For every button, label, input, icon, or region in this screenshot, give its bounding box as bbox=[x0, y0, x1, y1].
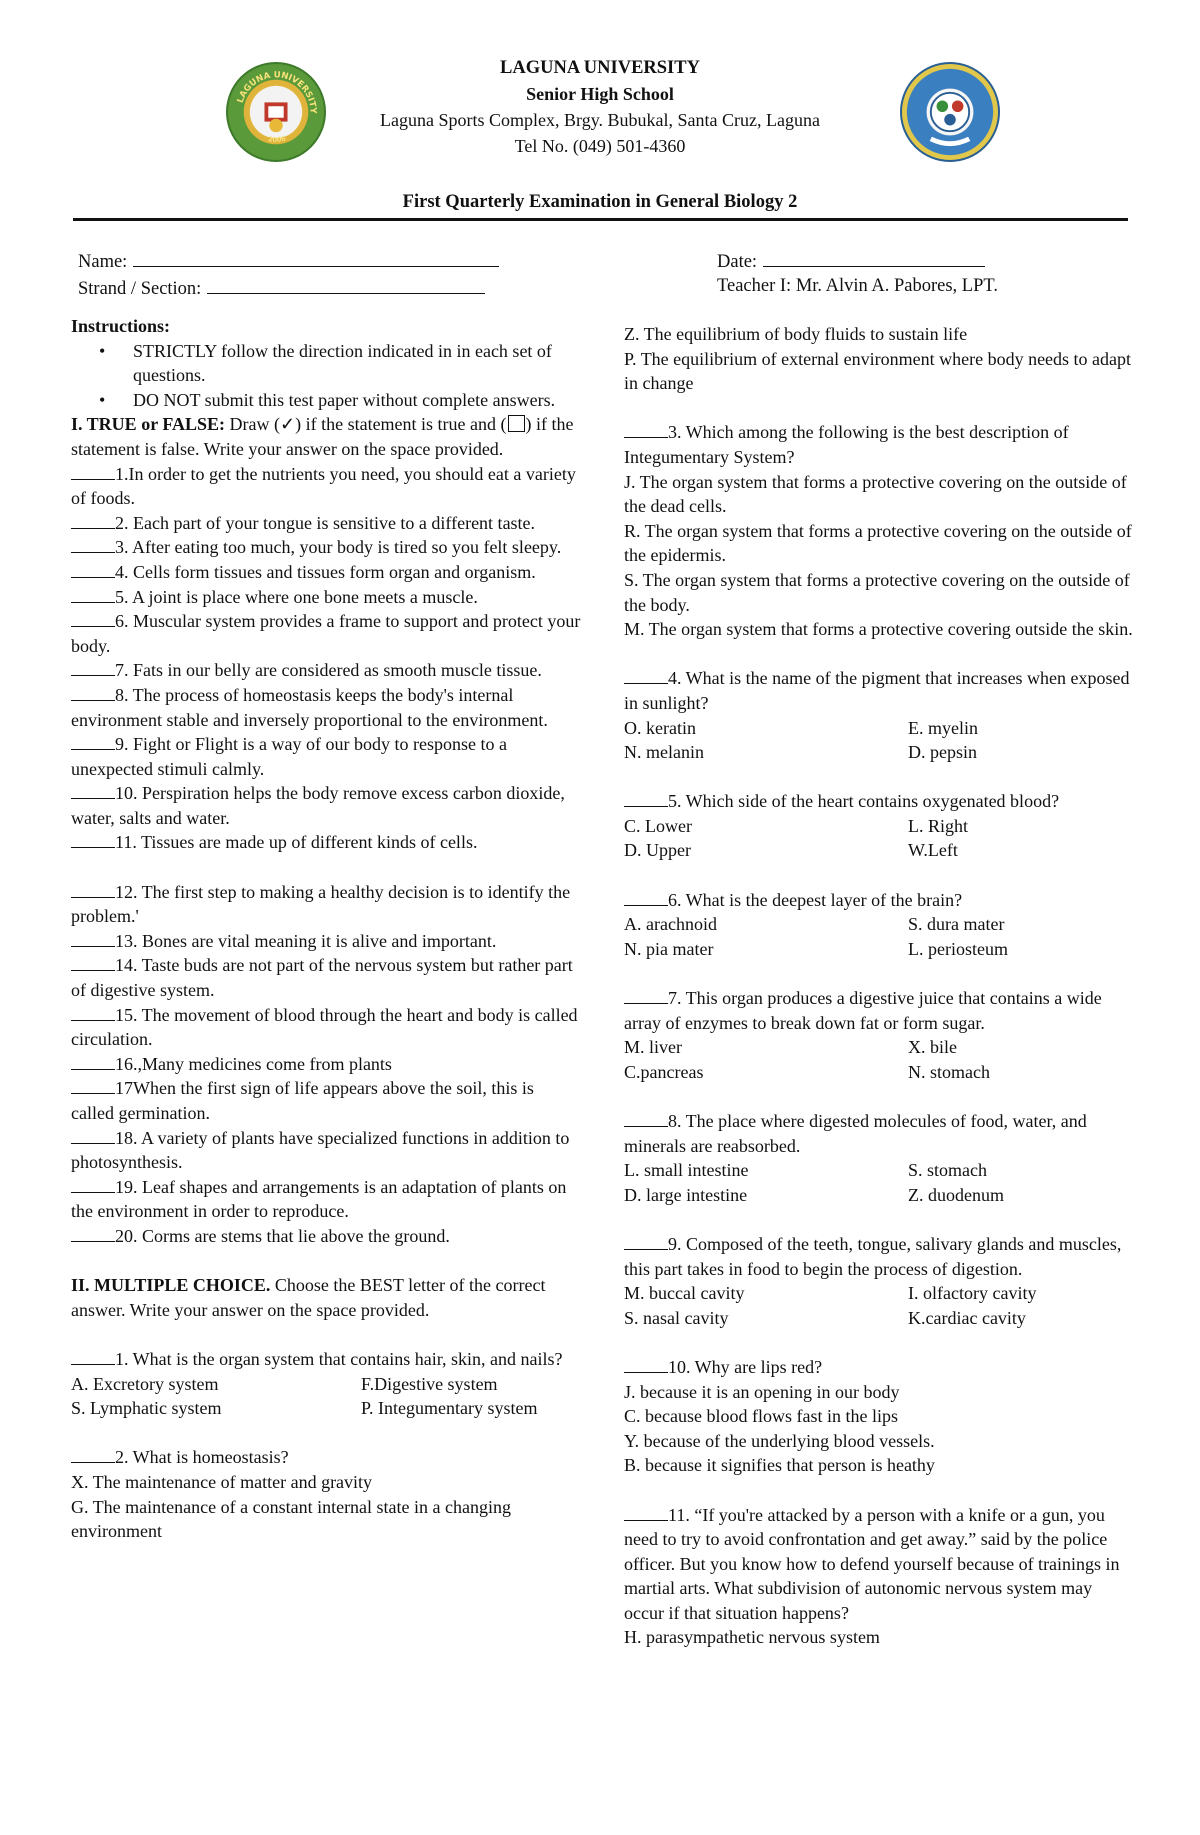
answer-blank[interactable] bbox=[71, 587, 115, 603]
tf-item: 16.,Many medicines come from plants bbox=[71, 1052, 581, 1077]
mc-option: N. melanin bbox=[624, 742, 704, 763]
date-field[interactable] bbox=[717, 249, 985, 273]
mc-option: L. periosteum bbox=[908, 938, 1008, 959]
part2-title: II. MULTIPLE CHOICE. bbox=[71, 1275, 271, 1296]
tf-item: 7. Fats in our belly are considered as smooth muscle tissue. bbox=[71, 658, 581, 683]
school-telephone: Tel No. (049) 501-4360 bbox=[514, 136, 686, 156]
mc-option: Z. duodenum bbox=[908, 1184, 1004, 1205]
tf-item: 11. Tissues are made up of different kinds of cells. bbox=[71, 830, 581, 855]
mc-options bbox=[71, 1372, 581, 1421]
tf-item: 12. The first step to making a healthy decision is to identify the problem.' bbox=[71, 881, 571, 927]
tf-item: 13. Bones are vital meaning it is alive and important. bbox=[71, 929, 581, 954]
mc-options bbox=[624, 814, 1134, 863]
mc-option: S. Lymphatic system bbox=[71, 1398, 222, 1419]
mc-option: M. The organ system that forms a protective covering outside the skin. bbox=[624, 619, 1133, 640]
answer-blank[interactable] bbox=[71, 832, 115, 848]
answer-blank[interactable] bbox=[71, 1447, 115, 1463]
mc-option: N. stomach bbox=[908, 1061, 990, 1082]
part1-direction: I. TRUE or FALSE: Draw (✓) if the statement is true and ( ) if the statement is false. Write your answer on the space provided. bbox=[71, 414, 574, 459]
answer-blank[interactable] bbox=[624, 1234, 668, 1250]
svg-text:2006: 2006 bbox=[267, 134, 287, 145]
section-field[interactable] bbox=[78, 276, 485, 300]
mc-option: N. pia mater bbox=[624, 938, 714, 959]
answer-blank[interactable] bbox=[624, 1357, 668, 1373]
mc-question: 8. The place where digested molecules of food, water, and minerals are reabsorbed. bbox=[624, 1111, 1087, 1156]
mc-option: L. small intestine bbox=[624, 1160, 749, 1181]
mc-option: J. The organ system that forms a protective covering on the outside of the dead cells. bbox=[624, 471, 1127, 517]
tf-item: 18. A variety of plants have specialized functions in addition to photosynthesis. bbox=[71, 1127, 570, 1173]
part2-direction: II. MULTIPLE CHOICE. Choose the BEST letter of the correct answer. Write your answer on the space provided. bbox=[71, 1275, 546, 1320]
mc-option: K.cardiac cavity bbox=[908, 1307, 1026, 1328]
answer-blank[interactable] bbox=[624, 1111, 668, 1127]
tf-item: 9. Fight or Flight is a way of our body to response to a unexpected stimuli calmly. bbox=[71, 734, 507, 779]
name-line[interactable] bbox=[133, 249, 499, 267]
tf-item: 20. Corms are stems that lie above the ground. bbox=[71, 1224, 581, 1249]
mc-question: 3. Which among the following is the best description of Integumentary System? bbox=[624, 422, 1069, 467]
instructions-list bbox=[71, 339, 581, 413]
mc-option: H. parasympathetic nervous system bbox=[624, 1627, 880, 1648]
mc-option: P. Integumentary system bbox=[361, 1398, 538, 1419]
mc-option: D. Upper bbox=[624, 840, 691, 861]
answer-blank[interactable] bbox=[71, 562, 115, 578]
name-label: Name: bbox=[78, 252, 128, 272]
mc-question: 1. What is the organ system that contains hair, skin, and nails? bbox=[71, 1347, 581, 1372]
mc-option: S. dura mater bbox=[908, 914, 1005, 935]
mc-question: 9. Composed of the teeth, tongue, salivary glands and muscles, this part takes in food to begin the process of digestion. bbox=[624, 1233, 1122, 1279]
tf-item: 1.In order to get the nutrients you need, you should eat a variety of foods. bbox=[71, 463, 576, 509]
answer-blank[interactable] bbox=[71, 464, 115, 480]
answer-blank[interactable] bbox=[624, 988, 668, 1004]
tf-item: 6. Muscular system provides a frame to support and protect your body. bbox=[71, 611, 581, 656]
mc-option: D. pepsin bbox=[908, 742, 977, 763]
instruction-item: • STRICTLY follow the direction indicated in in each set of questions. bbox=[133, 339, 581, 388]
name-field[interactable] bbox=[78, 249, 499, 273]
tf-item: 3. After eating too much, your body is tired so you felt sleepy. bbox=[71, 535, 581, 560]
mc-question: 7. This organ produces a digestive juice that contains a wide array of enzymes to break down fat or form sugar. bbox=[624, 988, 1102, 1033]
instruction-item: • DO NOT submit this test paper without complete answers. bbox=[133, 388, 581, 413]
answer-blank[interactable] bbox=[71, 537, 115, 553]
date-label: Date: bbox=[717, 252, 758, 272]
answer-blank[interactable] bbox=[71, 955, 115, 971]
answer-blank[interactable] bbox=[71, 1177, 115, 1193]
mc-options bbox=[624, 1281, 1134, 1330]
answer-blank[interactable] bbox=[624, 668, 668, 684]
mc-option: Z. The equilibrium of body fluids to sustain life bbox=[624, 324, 968, 344]
mc-option: X. The maintenance of matter and gravity bbox=[71, 1471, 373, 1492]
mc-option: C.pancreas bbox=[624, 1061, 704, 1082]
mc-options bbox=[624, 912, 1134, 961]
mc-option: C. Lower bbox=[624, 815, 692, 836]
teacher-name: Teacher I: Mr. Alvin A. Pabores, LPT. bbox=[717, 276, 998, 296]
mc-option: E. myelin bbox=[908, 717, 978, 738]
mc-option: S. The organ system that forms a protective covering on the outside of the body. bbox=[624, 569, 1130, 615]
tf-item: 10. Perspiration helps the body remove excess carbon dioxide, water, salts and water. bbox=[71, 783, 565, 828]
mc-option: I. olfactory cavity bbox=[908, 1283, 1037, 1304]
date-line[interactable] bbox=[763, 249, 985, 267]
mc-option: X. bile bbox=[908, 1037, 957, 1058]
tf-item: 4. Cells form tissues and tissues form organ and organism. bbox=[71, 560, 581, 585]
mc-option: A. arachnoid bbox=[624, 914, 717, 935]
header-divider bbox=[73, 218, 1128, 221]
mc-option: J. because it is an opening in our body bbox=[624, 1381, 900, 1402]
answer-blank[interactable] bbox=[71, 1078, 115, 1094]
answer-blank[interactable] bbox=[71, 1128, 115, 1144]
mc-option: O. keratin bbox=[624, 717, 696, 738]
answer-blank[interactable] bbox=[71, 685, 115, 701]
mc-option: B. because it signifies that person is heathy bbox=[624, 1455, 935, 1476]
tf-item: 17When the first sign of life appears above the soil, this is called germination. bbox=[71, 1078, 534, 1123]
box-symbol-icon bbox=[508, 415, 525, 432]
mc-option: S. stomach bbox=[908, 1160, 987, 1181]
answer-blank[interactable] bbox=[71, 611, 115, 627]
mc-option: Y. because of the underlying blood vessels. bbox=[624, 1430, 935, 1451]
tf-item: 19. Leaf shapes and arrangements is an adaptation of plants on the environment in order to reproduce. bbox=[71, 1176, 567, 1222]
answer-blank[interactable] bbox=[71, 1226, 115, 1242]
answer-blank[interactable] bbox=[624, 1505, 668, 1521]
mc-option: S. nasal cavity bbox=[624, 1307, 729, 1328]
part1-title: I. TRUE or FALSE: bbox=[71, 414, 226, 435]
mc-option: L. Right bbox=[908, 815, 969, 836]
mc-option: F.Digestive system bbox=[361, 1373, 498, 1394]
exam-title: First Quarterly Examination in General Biology 2 bbox=[402, 192, 798, 212]
school-name: Senior High School bbox=[526, 84, 674, 104]
mc-option: G. The maintenance of a constant internal state in a changing environment bbox=[71, 1496, 512, 1542]
tf-item: 15. The movement of blood through the heart and body is called circulation. bbox=[71, 1004, 578, 1050]
mc-option: R. The organ system that forms a protective covering on the outside of the epidermis. bbox=[624, 520, 1132, 566]
right-column bbox=[624, 322, 1134, 1650]
instructions-heading: Instructions: bbox=[71, 316, 171, 336]
mc-question: 5. Which side of the heart contains oxygenated blood? bbox=[624, 789, 1134, 814]
answer-blank[interactable] bbox=[71, 1054, 115, 1070]
school-address: Laguna Sports Complex, Brgy. Bubukal, Santa Cruz, Laguna bbox=[380, 110, 820, 130]
section-line[interactable] bbox=[207, 276, 485, 294]
mc-option: P. The equilibrium of external environment where body needs to adapt in change bbox=[624, 348, 1132, 394]
mc-option: C. because blood flows fast in the lips bbox=[624, 1406, 898, 1427]
university-name: LAGUNA UNIVERSITY bbox=[500, 58, 700, 78]
mc-options bbox=[624, 716, 1134, 765]
mc-options bbox=[624, 1158, 1134, 1207]
mc-option: W.Left bbox=[908, 840, 958, 861]
tf-item: 2. Each part of your tongue is sensitive to a different taste. bbox=[71, 511, 581, 536]
answer-blank[interactable] bbox=[71, 734, 115, 750]
answer-blank[interactable] bbox=[71, 931, 115, 947]
section-label: Strand / Section: bbox=[78, 279, 202, 299]
mc-option: D. large intestine bbox=[624, 1184, 748, 1205]
answer-blank[interactable] bbox=[624, 422, 668, 438]
mc-question: 10. Why are lips red? bbox=[624, 1355, 1134, 1380]
answer-blank[interactable] bbox=[71, 1349, 115, 1365]
mc-option: A. Excretory system bbox=[71, 1373, 219, 1394]
answer-blank[interactable] bbox=[71, 513, 115, 529]
answer-blank[interactable] bbox=[71, 783, 115, 799]
answer-blank[interactable] bbox=[624, 791, 668, 807]
answer-blank[interactable] bbox=[624, 890, 668, 906]
left-column bbox=[71, 314, 581, 1544]
tf-item: 14. Taste buds are not part of the nervous system but rather part of digestive system. bbox=[71, 955, 573, 1001]
mc-option: M. liver bbox=[624, 1037, 682, 1058]
svg-text:LAGUNA UNIVERSITY: LAGUNA UNIVERSITY bbox=[235, 70, 318, 114]
mc-options bbox=[624, 1035, 1134, 1084]
answer-blank[interactable] bbox=[71, 882, 115, 898]
tf-item: 8. The process of homeostasis keeps the body's internal environment stable and inversely proportional to the environment. bbox=[71, 684, 548, 730]
mc-option: M. buccal cavity bbox=[624, 1283, 745, 1304]
mc-question: 2. What is homeostasis? bbox=[71, 1445, 581, 1470]
answer-blank[interactable] bbox=[71, 660, 115, 676]
tf-item: 5. A joint is place where one bone meets a muscle. bbox=[71, 585, 581, 610]
mc-question: 4. What is the name of the pigment that increases when exposed in sunlight? bbox=[624, 668, 1130, 713]
answer-blank[interactable] bbox=[71, 1005, 115, 1021]
mc-question: 6. What is the deepest layer of the brain? bbox=[624, 888, 1134, 913]
mc-question: 11. “If you're attacked by a person with a knife or a gun, you need to try to avoid confrontation and get away.” said by the police officer. But you know how to defend yourself because of trainings in martial arts. What subdivision of autonomic nervous system may occur if that situation happens? bbox=[624, 1504, 1120, 1623]
